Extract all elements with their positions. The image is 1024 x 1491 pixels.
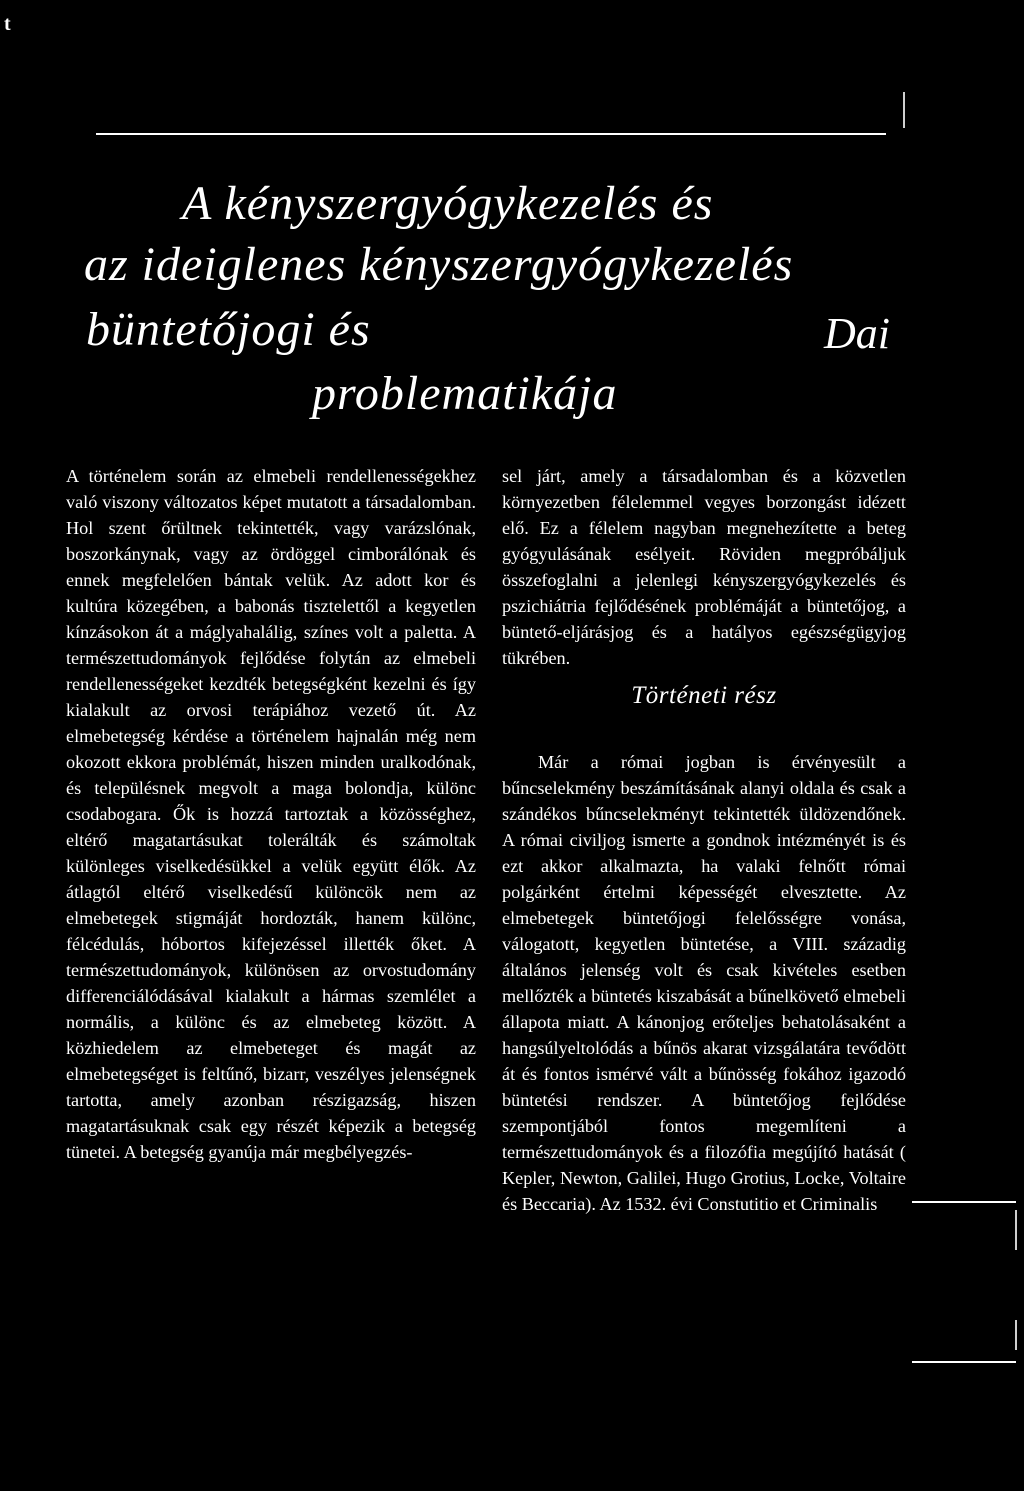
right-intro-paragraph: sel járt, amely a társadalomban és a közvetlen környezetben félelemmel vegyes borzongást idézett elő. Ez a félelem nagyban megnehezítette a beteg gyógyulásának esélyeit. Röviden megpróbáljuk összefoglalni a jelenlegi kényszergyógykezelés és pszichiátria fejlődésének problémáját a büntetőjog, a büntető-eljárásjog és a hatályos egészségügyjog tükrében. bbox=[502, 466, 906, 668]
left-paragraph: A történelem során az elmebeli rendellenességekhez való viszony változatos képet mutatott a társadalomban. Hol szent őrültnek tekintették, vagy varázslónak, boszorkánynak, vagy az ördöggel cimborálónak és ennek megfelelően bántak velük. Az adott kor és kultúra közegében, a babonás tisztelettől a kegyetlen kínzásokon át a máglyahalálig, színes volt a paletta. A természettudományok fejlődése folytán az elmebeli rendellenességeket kezdték betegségként kezelni és így kialakult az orvosi terápiához vezető út. Az elmebetegség kérdése a történelem hajnalán még nem okozott ekkora problémát, hiszen minden uralkodónak, és településnek megvolt a maga bolondja, különc csodabogara. Ők is hozzá tartoztak a közösséghez, eltérő magatartásukat tolerálták és számoltak különleges viselkedésükkel a velük együtt élők. Az átlagtól eltérő viselkedésű különcök nem az elmebetegek stigmáját hordozták, hanem különc, félcédulás, hóbortos kifejezéssel illették őket. A természettudományok, különösen az orvostudomány differenciálódásával kialakult a hármas szemlélet a normális, a különc és az elmebeteg között. A közhiedelem az elmebeteget és magát az elmebetegséget is feltűnő, bizarr, veszélyes jelenségnek tartotta, amely azonban részigazság, hiszen magatartásuknak csak egy részét képezik a betegség tünetei. A betegség gyanúja már megbélyegzés- bbox=[66, 466, 476, 1162]
corner-mark: t bbox=[4, 13, 11, 35]
right-body-paragraph: Már a római jogban is érvényesült a bűncselekmény beszámításának alanyi oldala és csak a szándékos bűncselekményt tekintették üldözendőnek. A római civiljog ismerte a gondnok intézményét is és ezt akkor alkalmazta, ha valaki felnőtt római polgárként értelmi képességét elvesztette. Az elmebetegek büntetőjogi felelősségre vonása, válogatott, kegyetlen büntetése, a VIII. századig általános jelenség volt és csak kivételes esetben mellőzték a büntetés kiszabását a bűnelkövető elmebeli állapota miatt. A kánonjog erőteljes behatolásaként a hangsúlyeltolódás a bűnös akarat vizsgálatára tevődött át és fontos ismérvé vált a bűnösség fokához igazodó büntetési rendszer. A büntetőjog fejlődése szempontjából fontos megemlíteni a természettudományok és a filozófia megújító hatását ( Kepler, Newton, Galilei, Hugo Grotius, Locke, Voltaire és Beccaria). Az 1532. évi Constutitio et Criminalis bbox=[502, 752, 906, 1214]
section-heading: Történeti rész bbox=[631, 682, 777, 709]
side-frame bbox=[912, 1201, 1016, 1363]
title-line-3: büntetőjogi és bbox=[86, 303, 371, 356]
title-line-4: problematikája bbox=[312, 367, 618, 420]
title-fragment: Dai bbox=[824, 309, 890, 358]
edge-speck bbox=[903, 92, 905, 128]
title-line-1: A kényszergyógykezelés és bbox=[182, 177, 714, 230]
left-column bbox=[66, 463, 476, 1165]
top-rule bbox=[96, 133, 886, 135]
right-column bbox=[502, 463, 906, 1217]
title-line-2: az ideiglenes kényszergyógykezelés bbox=[84, 238, 794, 291]
